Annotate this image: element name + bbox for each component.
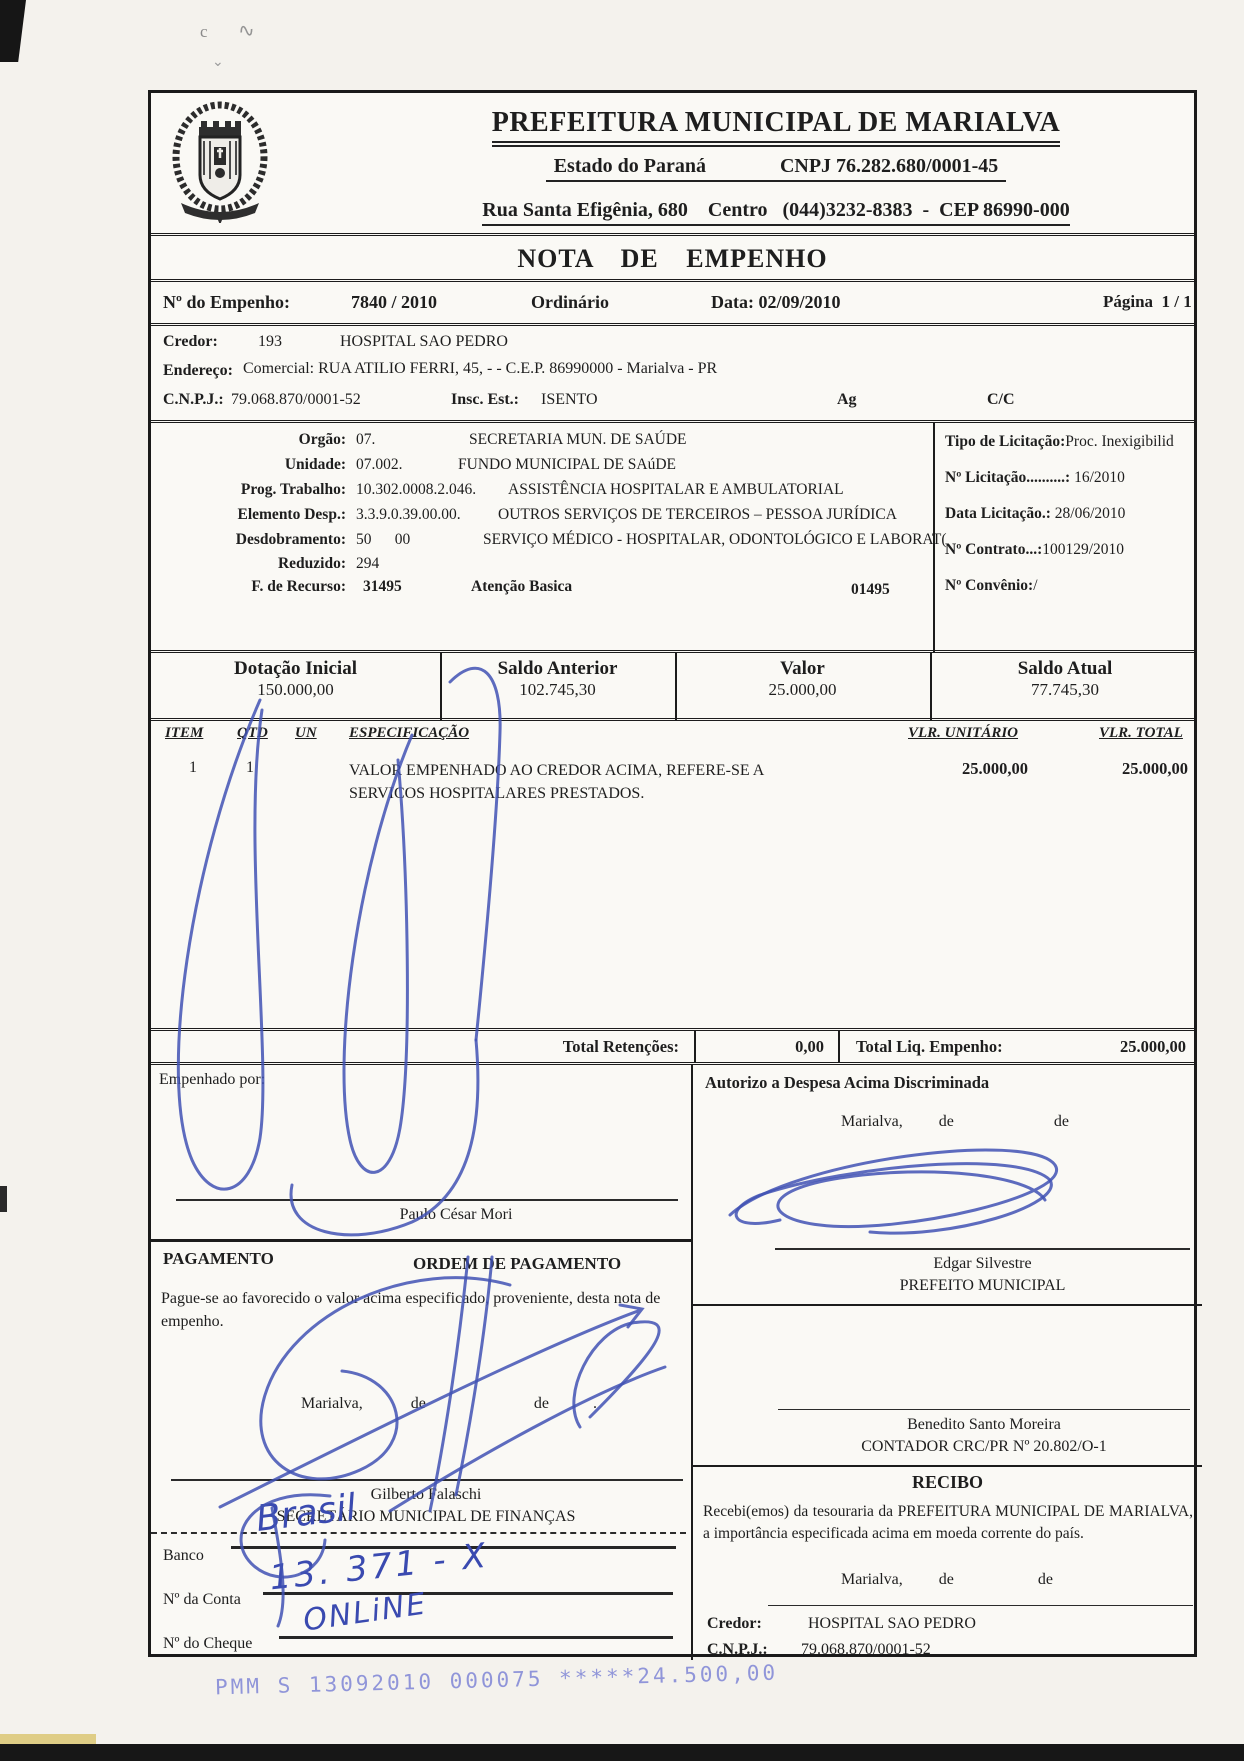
col-vlr-unitario: VLR. UNITÁRIO bbox=[908, 725, 1019, 741]
item-number: 1 bbox=[189, 759, 197, 776]
conta-handwriting: 13. 371 - X bbox=[267, 1535, 491, 1599]
item-description: VALOR EMPENHADO AO CREDOR ACIMA, REFERE-SE A SERVICOS HOSPITALARES PRESTADOS. bbox=[349, 762, 764, 803]
empenhado-por-label: Empenhado por: bbox=[159, 1071, 266, 1088]
credor-label: Credor: bbox=[163, 333, 218, 350]
licitacao-tipo: Tipo de Licitação:Proc. Inexigibilid bbox=[945, 433, 1174, 450]
scan-pencil-squiggle: ∿ bbox=[236, 18, 257, 44]
cheque-handwriting: ONLiNE bbox=[301, 1586, 430, 1639]
recurso-label: F. de Recurso: bbox=[251, 578, 346, 595]
licitacao-data: Data Licitação.: 28/06/2010 bbox=[945, 505, 1126, 522]
endereco-label: Endereço: bbox=[163, 362, 233, 379]
total-retencoes-label: Total Retenções: bbox=[562, 1037, 679, 1056]
signature-banco-loop-ink bbox=[210, 1480, 430, 1630]
credor-code: 193 bbox=[258, 333, 282, 350]
empenho-date: Data: 02/09/2010 bbox=[711, 292, 841, 312]
item-total-value: 25.000,00 bbox=[1122, 759, 1188, 778]
header-title-wrap bbox=[361, 107, 1191, 147]
budget-block bbox=[151, 423, 1194, 653]
banco-handwriting: Brasil bbox=[253, 1487, 359, 1540]
desdobramento-label: Desdobramento: bbox=[235, 531, 346, 548]
recibo-title: RECIBO bbox=[911, 1472, 983, 1492]
empenho-type: Ordinário bbox=[531, 292, 610, 312]
conta-label: Nº da Conta bbox=[163, 1591, 241, 1608]
secretario-name: Gilberto Falaschi bbox=[370, 1486, 482, 1503]
elemento-code: 3.3.9.0.39.00.00. bbox=[356, 506, 461, 523]
valor-cell: Valor 25.000,00 bbox=[768, 658, 837, 699]
elemento-label: Elemento Desp.: bbox=[237, 506, 346, 523]
pagamento-text: Pague-se ao favorecido o valor acima especificado, proveniente, desta nota de empenho. bbox=[161, 1290, 661, 1331]
secretario-title: SECRETÁRIO MUNICIPAL DE FINANÇAS bbox=[276, 1508, 576, 1525]
state-label: Estado do Paraná bbox=[553, 155, 706, 177]
item-unit-value: 25.000,00 bbox=[962, 759, 1028, 778]
col-qtd: QTD bbox=[237, 725, 268, 741]
unidade-label: Unidade: bbox=[284, 456, 346, 473]
cnpj-header: CNPJ 76.282.680/0001-45 bbox=[779, 155, 999, 177]
recibo-date-line: Marialva, de de bbox=[841, 1571, 1053, 1588]
ag-label: Ag bbox=[837, 391, 857, 408]
recibo-text: Recebi(emos) da tesouraria da PREFEITURA MUNICIPAL DE MARIALVA, a importância especificada acima em moeda corrente do país. bbox=[703, 1503, 1193, 1542]
contador-title: CONTADOR CRC/PR Nº 20.802/O-1 bbox=[861, 1438, 1107, 1455]
doc-title-bar bbox=[151, 236, 1194, 282]
prog-label: Prog. Trabalho: bbox=[240, 481, 346, 498]
contador-name: Benedito Santo Moreira bbox=[907, 1416, 1061, 1433]
orgao-name: SECRETARIA MUN. DE SAÚDE bbox=[469, 431, 687, 448]
prog-name: ASSISTÊNCIA HOSPITALAR E AMBULATORIAL bbox=[508, 481, 844, 498]
credor-cnpj-value: 79.068.870/0001-52 bbox=[231, 391, 361, 408]
signature-prefeito-ink bbox=[700, 1120, 1080, 1250]
scan-left-edge-mark bbox=[0, 1186, 7, 1212]
col-item: ITEM bbox=[165, 725, 204, 741]
total-retencoes-value: 0,00 bbox=[795, 1037, 824, 1056]
elemento-name: OUTROS SERVIÇOS DE TERCEIROS – PESSOA JURÍDICA bbox=[498, 506, 897, 523]
prefeito-name: Edgar Silvestre bbox=[933, 1255, 1032, 1272]
col-un: UN bbox=[295, 725, 317, 741]
municipality-title: PREFEITURA MUNICIPAL DE MARIALVA bbox=[492, 107, 1061, 147]
item-qty: 1 bbox=[246, 759, 254, 776]
banco-label: Banco bbox=[163, 1547, 204, 1564]
pagamento-title: PAGAMENTO bbox=[163, 1249, 274, 1268]
insc-value: ISENTO bbox=[541, 391, 598, 408]
autorizo-date-line: Marialva, de de bbox=[841, 1113, 1069, 1130]
col-especificacao: ESPECIFICAÇÃO bbox=[349, 725, 470, 741]
reduzido-value: 294 bbox=[356, 555, 380, 572]
recibo-credor-label: Credor: bbox=[707, 1615, 762, 1632]
total-liq-value: 25.000,00 bbox=[1120, 1037, 1186, 1056]
contador-signature-line bbox=[778, 1409, 1190, 1410]
pagamento-date-line: Marialva, de de . bbox=[301, 1395, 597, 1412]
form-header bbox=[151, 93, 1194, 236]
licitacao-convenio: Nº Convênio:/ bbox=[945, 577, 1038, 594]
endereco-value: Comercial: RUA ATILIO FERRI, 45, - - C.E.P. 86990000 - Marialva - PR bbox=[243, 360, 718, 377]
dotacao-inicial-cell: Dotação Inicial 150.000,00 bbox=[234, 658, 357, 699]
prefeito-section-border bbox=[693, 1304, 1202, 1306]
credor-block bbox=[151, 326, 1194, 423]
total-liq-label: Total Liq. Empenho: bbox=[856, 1037, 1003, 1056]
desdobramento-code: 50 00 bbox=[356, 531, 411, 548]
scan-bottom-bar bbox=[0, 1744, 1244, 1761]
cheque-line bbox=[279, 1636, 673, 1639]
saldo-atual-cell: Saldo Atual 77.745,30 bbox=[1017, 658, 1113, 699]
desdobramento-name: SERVIÇO MÉDICO - HOSPITALAR, ODONTOLÓGICO E LABORAT( bbox=[483, 531, 947, 548]
licitacao-numero: Nº Licitação..........: 16/2010 bbox=[945, 469, 1125, 486]
recurso-name: Atenção Basica bbox=[471, 578, 573, 595]
recibo-cnpj-value: 79.068.870/0001-52 bbox=[801, 1641, 931, 1658]
unidade-code: 07.002. bbox=[356, 456, 403, 473]
autorizo-title: Autorizo a Despesa Acima Discriminada bbox=[705, 1073, 990, 1092]
dot-matrix-stamp: PMM S 13092010 000075 *****24.500,00 bbox=[214, 1660, 779, 1700]
doc-title: NOTA DE EMPENHO bbox=[517, 244, 828, 273]
totals-divider-2 bbox=[838, 1031, 840, 1062]
recibo-credor-line bbox=[768, 1605, 1193, 1606]
empenho-number-value: 7840 / 2010 bbox=[351, 292, 438, 312]
recurso-code: 31495 bbox=[363, 578, 402, 595]
prog-code: 10.302.0008.2.046. bbox=[356, 481, 477, 498]
insc-label: Insc. Est.: bbox=[451, 391, 520, 408]
cheque-label: Nº do Cheque bbox=[163, 1635, 253, 1652]
col-vlr-total: VLR. TOTAL bbox=[1099, 725, 1183, 741]
header-line3-wrap bbox=[361, 199, 1191, 226]
reduzido-label: Reduzido: bbox=[277, 555, 346, 572]
unidade-name: FUNDO MUNICIPAL DE SAúDE bbox=[458, 456, 677, 473]
header-address: Rua Santa Efigênia, 680 Centro (044)3232-8383 - CEP 86990-000 bbox=[482, 199, 1069, 226]
cc-label: C/C bbox=[987, 391, 1015, 408]
empenhado-signer-name: Paulo César Mori bbox=[399, 1206, 513, 1223]
scan-pencil-mark: c bbox=[200, 22, 208, 41]
scan-pencil-mark-2: ⌄ bbox=[212, 55, 224, 70]
signature-empenhado-ink bbox=[150, 640, 710, 1260]
recibo-cnpj-label: C.N.P.J.: bbox=[707, 1641, 768, 1658]
recibo-top-border bbox=[693, 1465, 1202, 1467]
prefeito-title: PREFEITO MUNICIPAL bbox=[899, 1277, 1066, 1294]
recurso-extra-code: 01495 bbox=[851, 581, 890, 598]
licitacao-contrato: Nº Contrato...:100129/2010 bbox=[945, 541, 1125, 558]
recibo-credor-value: HOSPITAL SAO PEDRO bbox=[808, 1615, 976, 1632]
credor-name: HOSPITAL SAO PEDRO bbox=[340, 333, 508, 350]
orgao-label: Orgão: bbox=[298, 431, 346, 448]
credor-cnpj-label: C.N.P.J.: bbox=[163, 391, 224, 408]
header-line2-wrap bbox=[361, 155, 1191, 182]
municipal-coat-of-arms-logo bbox=[169, 99, 271, 223]
orgao-code: 07. bbox=[356, 431, 376, 448]
empenho-info-row bbox=[151, 282, 1194, 326]
scan-corner-artifact bbox=[0, 0, 26, 62]
ordem-pagamento-title: ORDEM DE PAGAMENTO bbox=[413, 1254, 622, 1273]
header-line2 bbox=[546, 155, 1007, 182]
saldo-anterior-cell: Saldo Anterior 102.745,30 bbox=[497, 658, 618, 699]
page-indicator: Página 1 / 1 bbox=[1103, 292, 1192, 311]
empenho-number-label: Nº do Empenho: bbox=[163, 292, 290, 312]
